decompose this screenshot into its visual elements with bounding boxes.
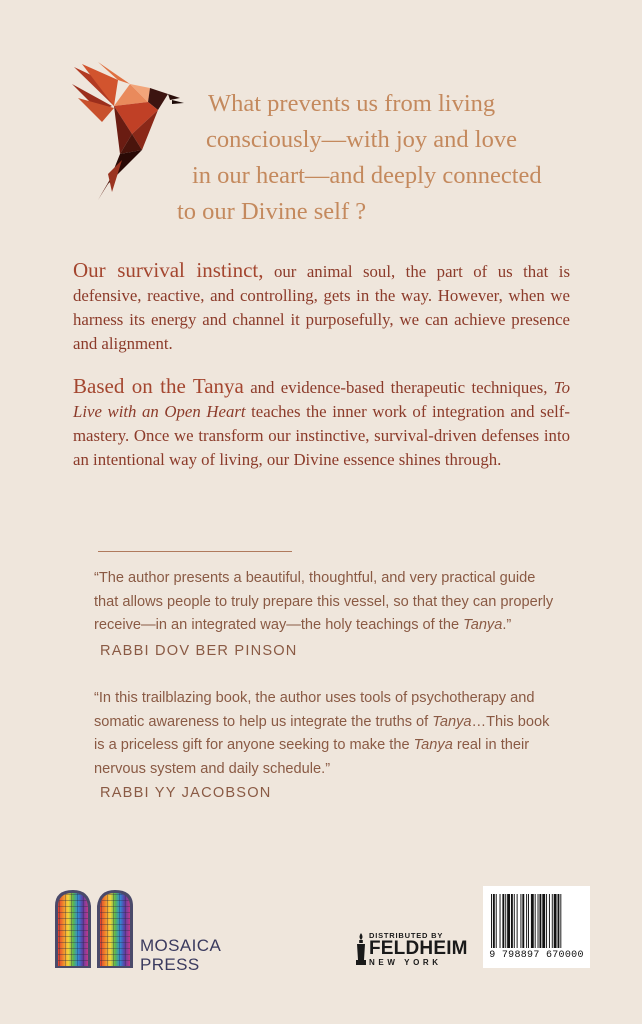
paragraph-lead: Our survival instinct,	[73, 258, 264, 282]
barcode-bar	[528, 894, 529, 948]
paragraph-body: teaches the inner work of integration and self-mastery. Once we transform our instinctive, survival-driven defenses into an intentional way of living, our Divine essence shines through.	[73, 402, 570, 469]
feldheim-logo-icon	[354, 932, 368, 966]
barcode-bar	[502, 894, 504, 948]
book-title: To Live with an Open Heart	[73, 378, 570, 421]
headline-line: in our heart—and deeply connected	[192, 162, 542, 189]
endorsement-quote	[94, 567, 554, 638]
description-paragraph	[73, 258, 570, 356]
barcode-bar	[522, 894, 524, 948]
barcode-bar	[560, 894, 561, 948]
headline-line: consciously—with joy and love	[206, 126, 517, 153]
distributor-city: NEW YORK	[369, 958, 442, 967]
quote-text: real in their nervous system and daily schedule.”	[94, 737, 530, 777]
barcode-bar	[549, 894, 550, 948]
quote-italic: Tanya	[432, 713, 472, 730]
distributor-name: FELDHEIM	[369, 938, 468, 959]
barcode-bar	[491, 894, 492, 948]
publisher-line: MOSAICA	[140, 936, 222, 955]
barcode-bar	[554, 894, 557, 948]
barcode-bar	[542, 894, 545, 948]
endorsement-quote	[94, 687, 554, 781]
barcode-bar	[507, 894, 510, 948]
barcode-bar	[496, 894, 497, 948]
quote-text: .”	[502, 617, 512, 633]
mosaica-logo-icon	[53, 888, 135, 970]
headline-line: to our Divine self ?	[177, 198, 367, 225]
divider	[98, 551, 292, 552]
barcode-bar	[511, 894, 513, 948]
barcode-bar	[539, 894, 541, 948]
quote-author: RABBI YY JACOBSON	[100, 785, 272, 801]
barcode-bar	[526, 894, 527, 948]
barcode-bar	[505, 894, 506, 948]
paragraph-body: and evidence-based therapeutic techniques,	[243, 378, 554, 397]
barcode-bar	[493, 894, 495, 948]
barcode-bar	[552, 894, 553, 948]
barcode-bar	[500, 894, 501, 948]
description-paragraph	[73, 374, 570, 472]
quote-italic: Tanya	[463, 617, 503, 633]
barcode-bar	[546, 894, 547, 948]
isbn-number: 9 798897 670000	[489, 950, 584, 961]
paragraph-lead: Based on the Tanya	[73, 374, 244, 398]
distributor-label: DISTRIBUTED BY	[369, 931, 444, 940]
paragraph-body: our animal soul, the part of us that is defensive, reactive, and controlling, gets in the way. However, when we harness its energy and channel it purposefully, we can achieve presence and alignment.	[73, 262, 570, 353]
quote-text: …This book is a priceless gift for anyone seeking to make the	[94, 713, 550, 753]
barcode-bar	[538, 894, 539, 948]
barcode-bar	[558, 894, 560, 948]
barcode-bar	[520, 894, 521, 948]
headline-line: What prevents us from living	[208, 90, 496, 117]
quote-text: “In this trailblazing book, the author uses tools of psychotherapy and somatic awareness to help us integrate the truths of	[94, 690, 535, 730]
bird-icon	[72, 62, 186, 202]
barcode	[483, 886, 590, 968]
barcode-bar	[531, 894, 534, 948]
quote-author: RABBI DOV BER PINSON	[100, 643, 298, 659]
barcode-bar	[535, 894, 536, 948]
barcode-bar	[517, 894, 518, 948]
barcode-bar	[514, 894, 515, 948]
publisher-name	[140, 936, 221, 974]
quote-italic: Tanya	[413, 737, 453, 753]
barcode-icon	[483, 886, 590, 950]
distributor	[369, 931, 468, 968]
publisher-line: PRESS	[140, 955, 200, 974]
headline-question	[170, 86, 590, 230]
quote-text: “The author presents a beautiful, thoughtful, and very practical guide that allows people to truly prepare this vessel, so that they can properly receive—in an integrated way—the holy teachings of the	[94, 570, 554, 633]
